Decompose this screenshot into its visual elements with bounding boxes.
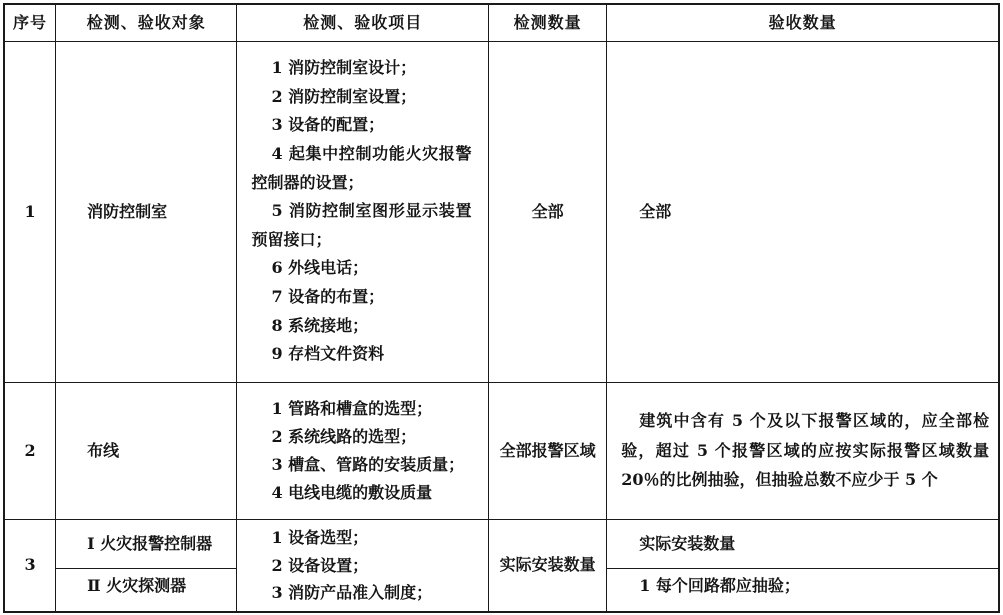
table-header-row — [4, 4, 999, 41]
acceptance-quantity-text: 1 每个回路都应抽验； — [639, 575, 800, 595]
acceptance-quantity-cell — [607, 382, 999, 519]
inspection-item: 9 存档文件资料 — [271, 344, 385, 364]
header-acceptance-quantity: 验收数量 — [607, 4, 999, 41]
table-row — [4, 382, 999, 519]
inspection-item: 5 消防控制室图形显示装置预留接口； — [251, 201, 472, 249]
header-index: 序号 — [4, 4, 56, 41]
inspection-quantity-cell: 全部报警区域 — [488, 382, 606, 519]
inspection-item: 1 管路和槽盒的选型； — [271, 398, 433, 418]
inspection-object-cell: 消防控制室 — [56, 41, 237, 382]
inspection-object-cell: 布线 — [56, 382, 237, 519]
inspection-item: 2 设备设置； — [271, 555, 369, 575]
table-row — [4, 519, 999, 568]
inspection-item: 2 消防控制室设置； — [271, 86, 417, 106]
table-header — [4, 4, 999, 41]
inspection-quantity-cell: 全部 — [488, 41, 606, 382]
inspection-item: 6 外线电话； — [271, 258, 369, 278]
inspection-acceptance-table — [3, 3, 1000, 613]
row-index-cell: 3 — [4, 519, 56, 612]
acceptance-quantity-text: 实际安装数量 — [639, 533, 736, 553]
inspection-items-cell — [237, 519, 489, 612]
table-row — [4, 41, 999, 382]
acceptance-quantity-cell — [607, 568, 999, 612]
header-inspection-object: 检测、验收对象 — [56, 4, 237, 41]
table-body — [4, 41, 999, 612]
header-inspection-items: 检测、验收项目 — [237, 4, 489, 41]
inspection-object-cell: Ⅰ 火灾报警控制器 — [56, 519, 237, 568]
inspection-item: 3 槽盒、管路的安装质量； — [271, 454, 465, 474]
acceptance-quantity-cell — [607, 41, 999, 382]
inspection-items-cell — [237, 41, 489, 382]
row-index-cell: 2 — [4, 382, 56, 519]
row-index-cell: 1 — [4, 41, 56, 382]
inspection-item: 1 设备选型； — [271, 528, 369, 547]
acceptance-quantity-text: 建筑中含有 5 个及以下报警区域的，应全部检验，超过 5 个报警区域的应按实际报警区域数量 20％的比例抽验，但抽验总数不应少于 5 个 — [621, 411, 990, 490]
inspection-quantity-cell: 实际安装数量 — [488, 519, 606, 612]
header-inspection-quantity: 检测数量 — [488, 4, 606, 41]
inspection-item: 7 设备的布置； — [271, 286, 385, 306]
acceptance-quantity-cell — [607, 519, 999, 568]
acceptance-quantity-text: 全部 — [639, 201, 672, 221]
inspection-item: 3 设备的配置； — [271, 115, 385, 135]
inspection-item: 2 系统线路的选型； — [271, 426, 417, 446]
inspection-item: 4 起集中控制功能火灾报警控制器的设置； — [251, 144, 472, 192]
inspection-object-cell: Ⅱ 火灾探测器 — [56, 568, 237, 612]
inspection-item: 8 系统接地； — [271, 315, 369, 335]
inspection-items-cell — [237, 382, 489, 519]
inspection-item: 4 电线电缆的敷设质量 — [271, 482, 433, 502]
inspection-item: 1 消防控制室设计； — [271, 58, 417, 78]
inspection-item: 3 消防产品准入制度； — [271, 583, 433, 602]
